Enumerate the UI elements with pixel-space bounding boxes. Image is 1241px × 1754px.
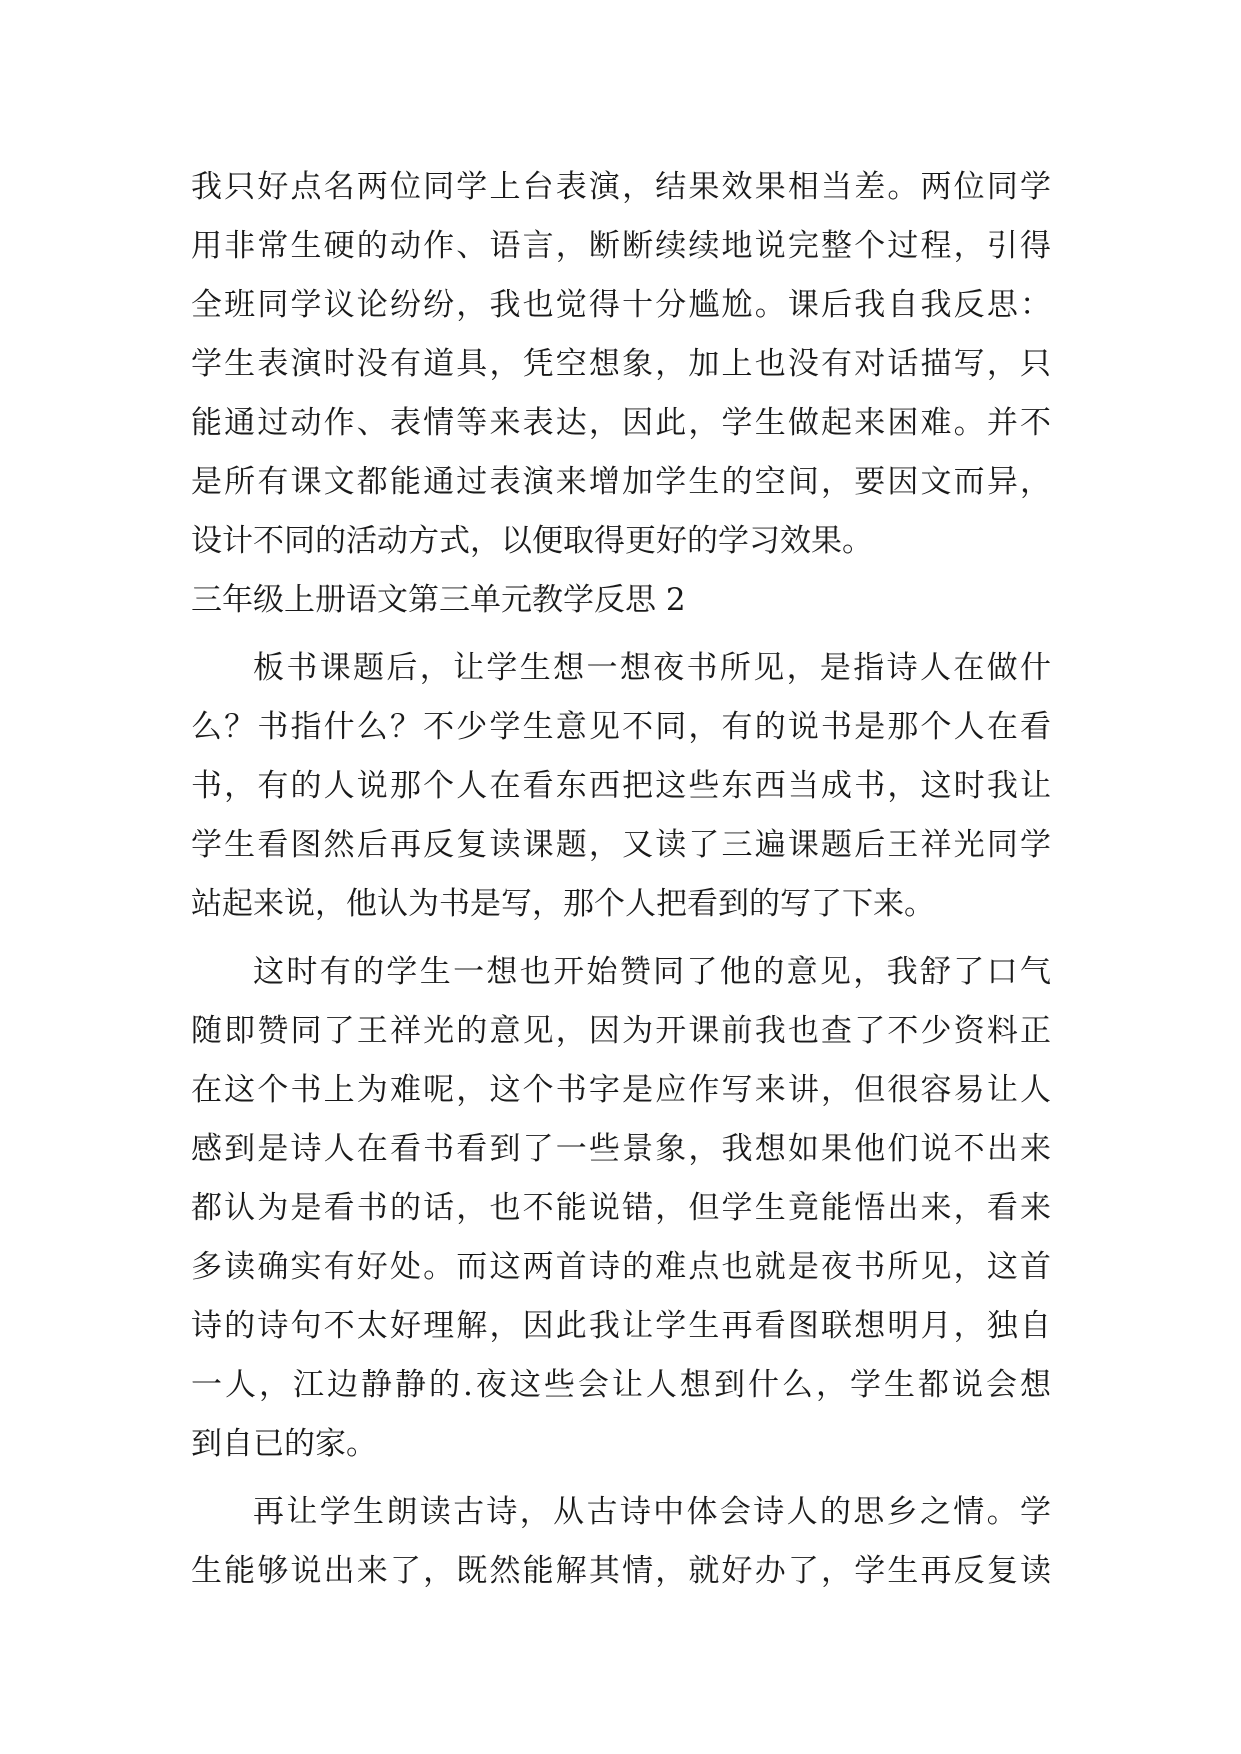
paragraph-3 (191, 1483, 1051, 1601)
section-heading: 三年级上册语文第三单元教学反思 2 (191, 582, 686, 618)
paragraph-line: 随即赞同了王祥光的意见，因为开课前我也查了不少资料正 (191, 1013, 1051, 1049)
paragraph-line: 书，有的人说那个人在看东西把这些东西当成书，这时我让 (191, 768, 1051, 804)
paragraph-line: 学生表演时没有道具，凭空想象，加上也没有对话描写，只 (191, 346, 1051, 382)
paragraph-line: 在这个书上为难呢，这个书字是应作写来讲，但很容易让人 (191, 1072, 1051, 1108)
paragraph-line: 学生看图然后再反复读课题，又读了三遍课题后王祥光同学 (191, 827, 1051, 863)
paragraph-line: 生能够说出来了，既然能解其情，就好办了，学生再反复读 (191, 1553, 1051, 1589)
paragraph-line: 再让学生朗读古诗，从古诗中体会诗人的思乡之情。学 (253, 1494, 1051, 1530)
paragraph-line: 诗的诗句不太好理解，因此我让学生再看图联想明月，独自 (191, 1308, 1051, 1344)
paragraph-line: 站起来说，他认为书是写，那个人把看到的写了下来。 (191, 886, 935, 922)
paragraph-line: 么？书指什么？不少学生意见不同，有的说书是那个人在看 (191, 709, 1051, 745)
paragraph-line: 都认为是看书的话，也不能说错，但学生竟能悟出来，看来 (191, 1190, 1051, 1226)
paragraph-2 (191, 943, 1051, 1474)
paragraph-line: 多读确实有好处。而这两首诗的难点也就是夜书所见，这首 (191, 1249, 1051, 1285)
paragraph-line: 是所有课文都能通过表演来增加学生的空间，要因文而异， (191, 464, 1051, 500)
paragraph-line: 到自已的家。 (191, 1426, 377, 1462)
paragraph-line: 这时有的学生一想也开始赞同了他的意见，我舒了口气 (253, 954, 1051, 990)
paragraph-line: 一人，江边静静的.夜这些会让人想到什么，学生都说会想 (191, 1367, 1051, 1403)
paragraph-1 (191, 639, 1051, 934)
paragraph-line: 设计不同的活动方式，以便取得更好的学习效果。 (191, 523, 873, 559)
paragraph-line: 感到是诗人在看书看到了一些景象，我想如果他们说不出来 (191, 1131, 1051, 1167)
paragraph-line: 用非常生硬的动作、语言，断断续续地说完整个过程，引得 (191, 228, 1051, 264)
paragraph-line: 我只好点名两位同学上台表演，结果效果相当差。两位同学 (191, 169, 1051, 205)
paragraph-line: 板书课题后，让学生想一想夜书所见，是指诗人在做什 (253, 650, 1051, 686)
intro-paragraph (191, 158, 1051, 571)
paragraph-line: 全班同学议论纷纷，我也觉得十分尴尬。课后我自我反思： (191, 287, 1051, 323)
paragraph-line: 能通过动作、表情等来表达，因此，学生做起来困难。并不 (191, 405, 1051, 441)
document-body (191, 158, 1051, 1601)
